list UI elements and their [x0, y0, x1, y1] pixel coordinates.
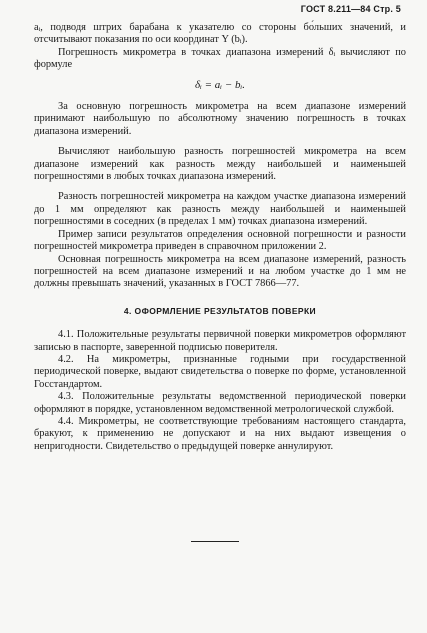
paragraph-limits: Основная погрешность микрометра на всем диапазоне измерений, разность погрешностей на всем диапазоне измерений и на любом участке до 1 мм не должны превышать значений, указанных в ГОСТ 7866—77.: [34, 253, 406, 290]
paragraph-4-2: 4.2. На микрометры, признанные годными при государственной периодической поверке, выдают свидетельства о поверке по форме, установленной Госстандартом.: [34, 353, 406, 390]
paragraph-error-definition: Погрешность микрометра в точках диапазона измерений δᵢ вычисляют по формуле: [34, 46, 406, 71]
paragraph-max-difference: Вычисляют наибольшую разность погрешностей микрометра на всем диапазоне измерений как разность между наибольшей и наименьшей погрешностями в любых точках диапазона измерений.: [34, 146, 406, 183]
page-header: ГОСТ 8.211—84 Стр. 5: [300, 4, 401, 14]
paragraph-example-reference: Пример записи результатов определения основной погрешности и разности погрешностей микрометра приведен в справочном приложении 2.: [34, 228, 406, 253]
paragraph-4-1: 4.1. Положительные результаты первичной поверки микрометров оформляют записью в паспорте, заверенной подписью поверителя.: [34, 329, 406, 353]
section-title: 4. ОФОРМЛЕНИЕ РЕЗУЛЬТАТОВ ПОВЕРКИ: [123, 305, 317, 316]
paragraph-continuation: aᵢ, подводя штрих барабана к указателю со стороны бо́льших значений, и отсчитывают показания по оси координат Y (bᵢ).: [34, 22, 406, 46]
paragraph-4-4: 4.4. Микрометры, не соответствующие требованиям настоящего стандарта, бракуют, к применению не допускают и на них выдают извещения о непригодности. Свидетельство о предыдущей поверке аннулируют.: [34, 415, 406, 452]
paragraph-4-3: 4.3. Положительные результаты ведомственной периодической поверки оформляют в порядке, установленном ведомственной метрологической службой.: [34, 391, 406, 415]
end-divider: [191, 541, 239, 542]
paragraph-main-error: За основную погрешность микрометра на всем диапазоне измерений принимают наибольшую по абсолютному значению погрешность в точках диапазона измерений.: [34, 101, 406, 137]
paragraph-segment-difference: Разность погрешностей микрометра на каждом участке диапазона измерений до 1 мм определяют как разность между наибольшей и наименьшей погрешностями в соседних (в пределах 1 мм) точках диапазона измерений.: [34, 191, 406, 228]
error-formula: δᵢ = aᵢ − bᵢ.: [195, 78, 245, 91]
document-body: [34, 22, 406, 453]
